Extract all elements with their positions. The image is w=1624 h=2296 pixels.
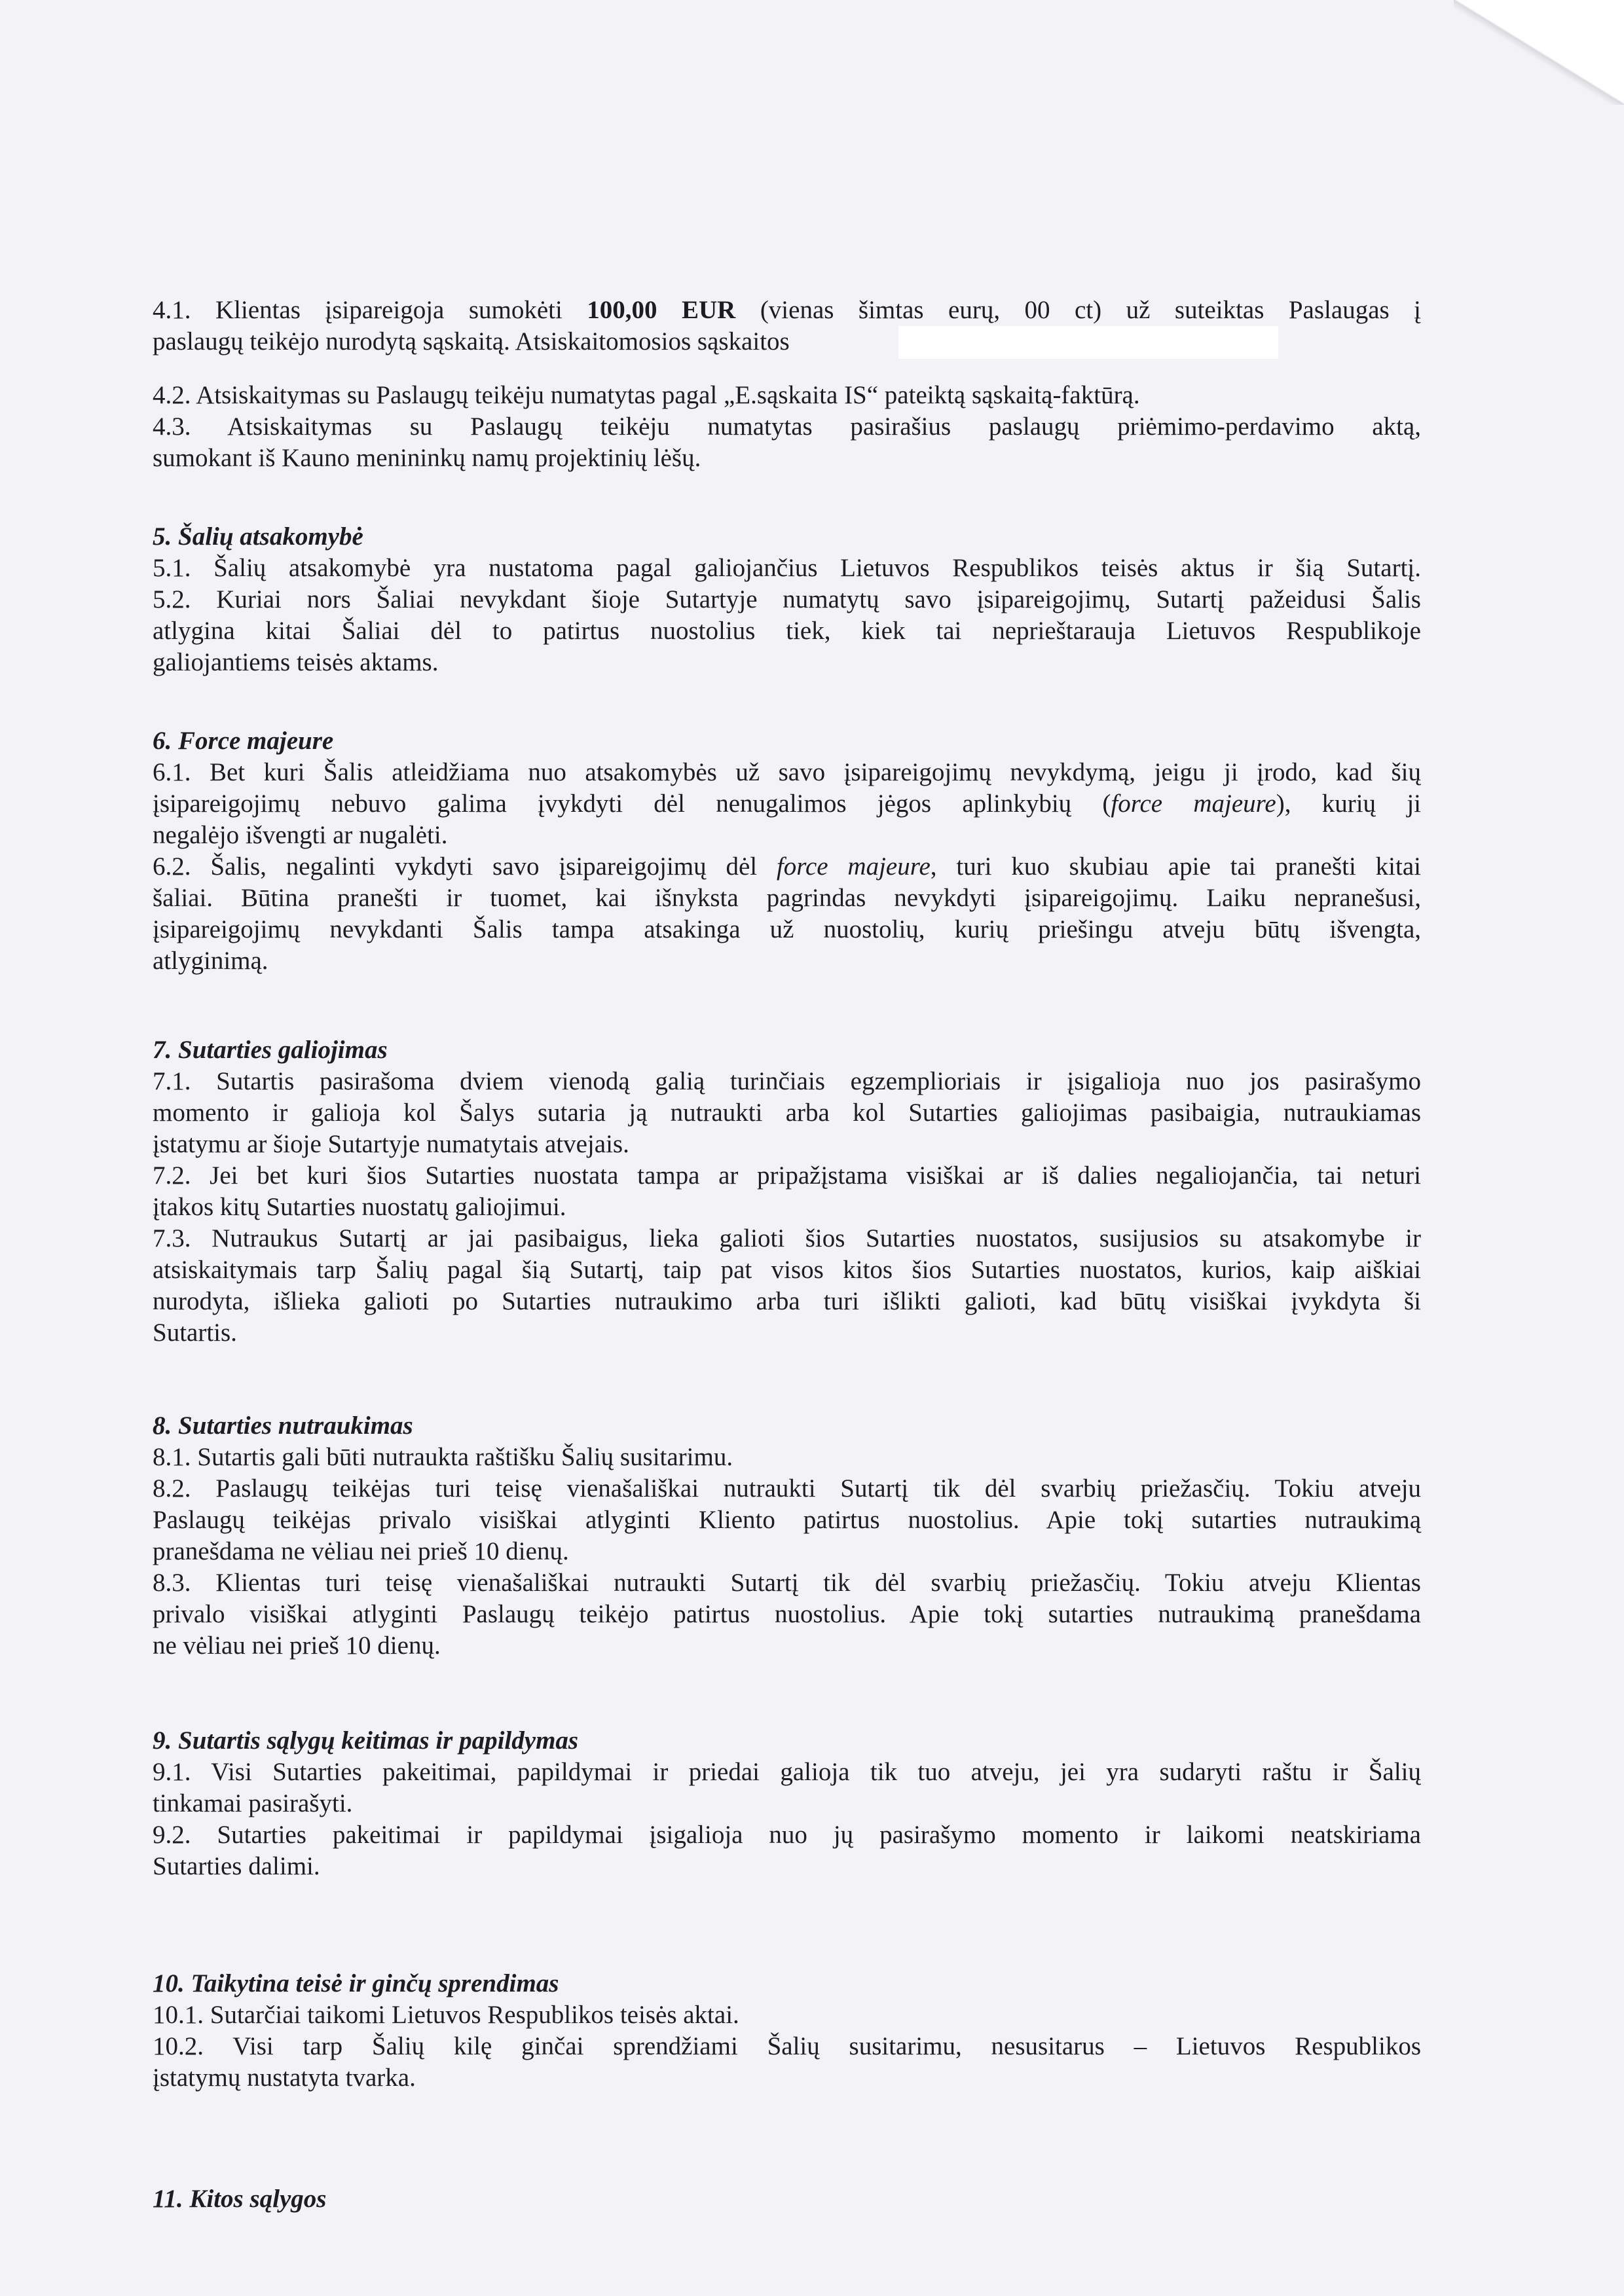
text-segment: įsipareigojimų nebuvo galima įvykdyti dėl nenugalimos jėgos aplinkybių ( (153, 790, 1111, 818)
text-line: 8.1. Sutartis gali būti nutraukta raštišku Šalių susitarimu. (153, 1443, 733, 1471)
clause-paragraph (153, 380, 1421, 411)
text-line: momento ir galioja kol Šalys sutaria ją nutraukti arba kol Sutarties galiojimas pasibaigia, nutraukiamas (153, 1099, 1421, 1127)
term-italic: force majeure (776, 852, 931, 881)
text-line: galiojantiems teisės aktams. (153, 648, 439, 676)
text-line: 9.2. Sutarties pakeitimai ir papildymai įsigalioja nuo jų pasirašymo momento ir laikomi neatskiriama (153, 1821, 1421, 1849)
clause-paragraph (153, 757, 1421, 851)
clause-paragraph (153, 1757, 1421, 1819)
section-heading: 9. Sutartis sąlygų keitimas ir papildymas (153, 1726, 579, 1755)
folded-page-corner (1454, 0, 1624, 105)
text-line (153, 295, 1421, 326)
text-line: atsiskaitymais tarp Šalių pagal šią Sutartį, taip pat visos kitos šios Sutarties nuostatos, kurios, kaip aiškiai (153, 1256, 1421, 1284)
clause-paragraph (153, 1442, 1421, 1473)
section-7-validity (153, 1034, 1421, 1349)
text-line: 8.2. Paslaugų teikėjas turi teisę vienašališkai nutraukti Sutartį tik dėl svarbių priežasčių. Tokiu atveju (153, 1474, 1421, 1503)
text-line: 8.3. Klientas turi teisę vienašališkai nutraukti Sutartį tik dėl svarbių priežasčių. Tokiu atveju Klientas (153, 1569, 1421, 1597)
clause-paragraph (153, 1223, 1421, 1349)
section-heading: 10. Taikytina teisė ir ginčų sprendimas (153, 1969, 559, 1997)
text-line: 7.1. Sutartis pasirašoma dviem vienodą galią turinčiais egzemplioriais ir įsigalioja nuo jos pasirašymo (153, 1067, 1421, 1095)
text-line: įsipareigojimų nevykdanti Šalis tampa atsakinga už nuostolių, kurių priešingu atveju būtų išvengta, (153, 915, 1421, 943)
text-line: 7.3. Nutraukus Sutartį ar jai pasibaigus, lieka galioti šios Sutarties nuostatos, susijusios su atsakomybe ir (153, 1224, 1421, 1252)
text-line: negalėjo išvengti ar nugalėti. (153, 821, 448, 849)
redacted-account-number (898, 326, 1278, 359)
section-6-force-majeure (153, 725, 1421, 977)
text-line: šaliai. Būtina pranešti ir tuomet, kai išnyksta pagrindas nevykdyti įsipareigojimų. Laiku nepranešusi, (153, 884, 1421, 912)
text-segment: , turi kuo skubiau apie tai pranešti kitai (930, 852, 1421, 881)
term-italic: force majeure (1111, 790, 1276, 818)
clause-paragraph (153, 1567, 1421, 1662)
text-segment: 4.1. Klientas įsipareigoja sumokėti (153, 296, 587, 324)
text-line: ne vėliau nei prieš 10 dienų. (153, 1631, 441, 1660)
clause-paragraph (153, 1473, 1421, 1567)
text-line: atlyginimą. (153, 947, 268, 975)
text-line: 10.1. Sutarčiai taikomi Lietuvos Respublikos teisės aktai. (153, 2001, 739, 2029)
text-line: 4.3. Atsiskaitymas su Paslaugų teikėju numatytas pasirašius paslaugų priėmimo-perdavimo aktą, (153, 412, 1421, 441)
text-line: Sutartis. (153, 1319, 237, 1347)
section-5-liability (153, 521, 1421, 678)
text-line: įstatymų nustatyta tvarka. (153, 2064, 416, 2092)
text-segment: ), kurių ji (1276, 790, 1421, 818)
clause-paragraph (153, 1999, 1421, 2031)
clause-paragraph (153, 2031, 1421, 2094)
text-line (153, 851, 1421, 883)
clause-paragraph (153, 1819, 1421, 1882)
text-line: 9.1. Visi Sutarties pakeitimai, papildymai ir priedai galioja tik tuo atveju, jei yra sudaryti raštu ir Šalių (153, 1758, 1421, 1786)
text-line: 4.2. Atsiskaitymas su Paslaugų teikėju numatytas pagal „E.sąskaita IS“ pateiktą sąskaitą-faktūrą. (153, 381, 1140, 409)
clause-paragraph (153, 411, 1421, 474)
text-line: 10.2. Visi tarp Šalių kilę ginčai sprendžiami Šalių susitarimu, nesusitarus – Lietuvos Respublikos (153, 2032, 1421, 2060)
text-segment: 6.2. Šalis, negalinti vykdyti savo įsipareigojimų dėl (153, 852, 777, 881)
amount-bold: 100,00 EUR (587, 296, 736, 324)
text-line: atlygina kitai Šaliai dėl to patirtus nuostolius tiek, kiek tai neprieštarauja Lietuvos Respublikoje (153, 617, 1421, 645)
clause-paragraph (153, 851, 1421, 977)
text-line: 5.1. Šalių atsakomybė yra nustatoma pagal galiojančius Lietuvos Respublikos teisės aktus ir šią Sutartį. (153, 554, 1421, 582)
text-line: įtakos kitų Sutarties nuostatų galiojimui. (153, 1193, 566, 1221)
text-line: pranešdama ne vėliau nei prieš 10 dienų. (153, 1537, 569, 1565)
section-heading: 5. Šalių atsakomybė (153, 522, 363, 551)
text-line: tinkamai pasirašyti. (153, 1789, 353, 1817)
section-heading: 11. Kitos sąlygos (153, 2185, 327, 2213)
clause-paragraph (153, 584, 1421, 678)
clause-paragraph (153, 553, 1421, 584)
text-line: įstatymu ar šioje Sutartyje numatytais atvejais. (153, 1130, 629, 1158)
section-heading: 7. Sutarties galiojimas (153, 1036, 388, 1064)
text-line: 7.2. Jei bet kuri šios Sutarties nuostata tampa ar pripažįstama visiškai ar iš dalies negaliojančia, tai neturi (153, 1161, 1421, 1190)
text-segment: (vienas šimtas eurų, 00 ct) už suteiktas Paslaugas į (735, 296, 1421, 324)
text-line: sumokant iš Kauno menininkų namų projektinių lėšų. (153, 444, 701, 472)
section-11-other-conditions (153, 2183, 1421, 2215)
clause-paragraph (153, 1066, 1421, 1160)
text-line: Sutarties dalimi. (153, 1852, 320, 1880)
text-line (153, 788, 1421, 820)
text-line: paslaugų teikėjo nurodytą sąskaitą. Atsiskaitomosios sąskaitos (153, 327, 790, 355)
section-heading: 6. Force majeure (153, 727, 334, 755)
text-line: 5.2. Kuriai nors Šaliai nevykdant šioje Sutartyje numatytų savo įsipareigojimų, Sutartį pažeidusi Šalis (153, 585, 1421, 613)
text-line: privalo visiškai atlyginti Paslaugų teikėjo patirtus nuostolius. Apie tokį sutarties nutraukimą pranešdama (153, 1600, 1421, 1628)
section-9-amendments (153, 1725, 1421, 1882)
section-heading: 8. Sutarties nutraukimas (153, 1412, 413, 1440)
section-10-governing-law (153, 1968, 1421, 2094)
text-line: Paslaugų teikėjas privalo visiškai atlyginti Kliento patirtus nuostolius. Apie tokį sutarties nutraukimą (153, 1506, 1421, 1534)
text-line: 6.1. Bet kuri Šalis atleidžiama nuo atsakomybės už savo įsipareigojimų nevykdymą, jeigu ji įrodo, kad šių (153, 758, 1421, 786)
section-8-termination (153, 1410, 1421, 1662)
text-line: nurodyta, išlieka galioti po Sutarties nutraukimo arba turi išlikti galioti, kad būtų visiškai įvykdyta ši (153, 1287, 1421, 1315)
clause-paragraph (153, 1160, 1421, 1223)
section-4-payment-terms (153, 380, 1421, 474)
